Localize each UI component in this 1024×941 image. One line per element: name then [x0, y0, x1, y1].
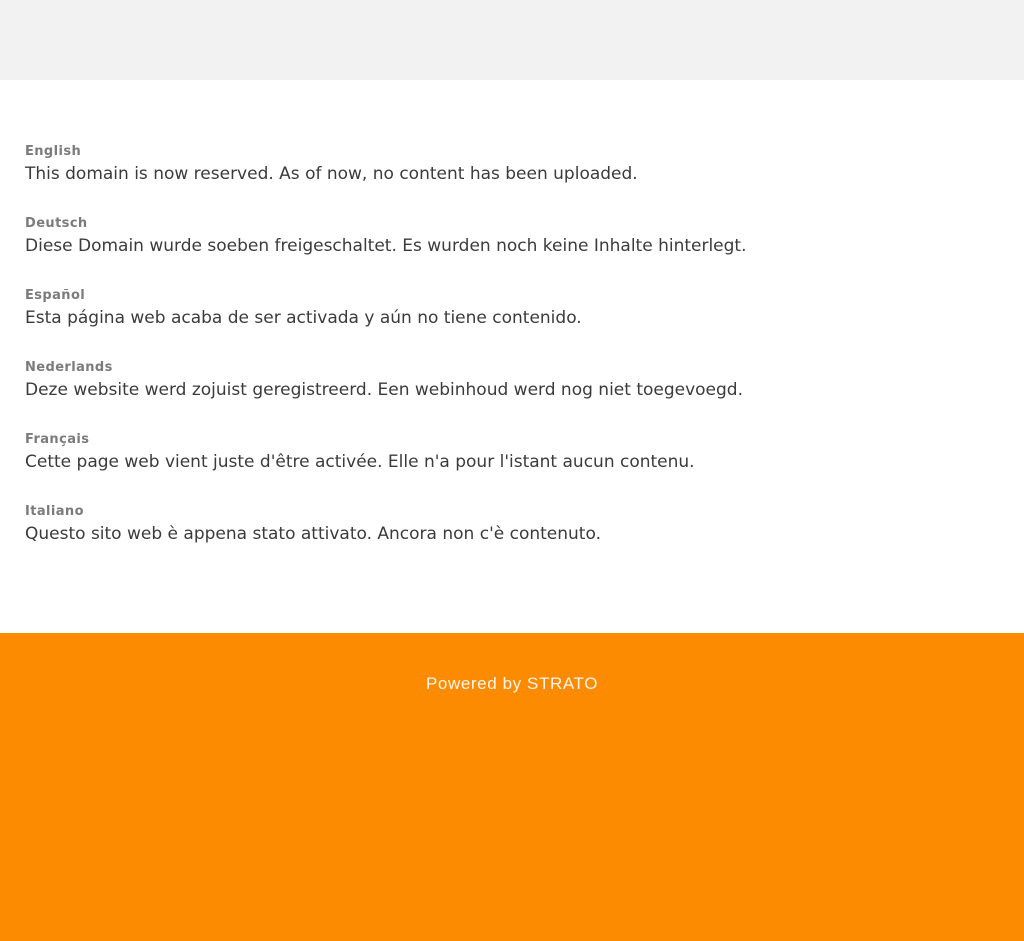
language-message: Questo sito web è appena stato attivato. Ancora non c'è contenuto. [25, 524, 601, 544]
language-section [25, 360, 999, 402]
language-label: English [25, 144, 82, 159]
footer [0, 633, 1024, 941]
language-sections [0, 80, 1024, 633]
language-label: Español [25, 288, 86, 303]
language-label: Français [25, 432, 90, 447]
language-section [25, 144, 999, 186]
powered-by-strato-label: Powered by STRATO [425, 674, 599, 693]
language-label: Deutsch [25, 216, 88, 231]
language-label: Nederlands [25, 360, 113, 375]
language-message: Deze website werd zojuist geregistreerd. Een webinhoud werd nog niet toegevoegd. [25, 380, 744, 400]
language-section [25, 504, 999, 546]
header-band [0, 0, 1024, 80]
language-message: Cette page web vient juste d'être activée. Elle n'a pour l'istant aucun contenu. [25, 452, 695, 472]
language-section [25, 216, 999, 258]
language-section [25, 432, 999, 474]
language-message: Esta página web acaba de ser activada y aún no tiene contenido. [25, 308, 582, 328]
language-section [25, 288, 999, 330]
language-message: Diese Domain wurde soeben freigeschaltet. Es wurden noch keine Inhalte hinterlegt. [25, 236, 747, 256]
language-message: This domain is now reserved. As of now, no content has been uploaded. [25, 164, 638, 184]
language-label: Italiano [25, 504, 84, 519]
